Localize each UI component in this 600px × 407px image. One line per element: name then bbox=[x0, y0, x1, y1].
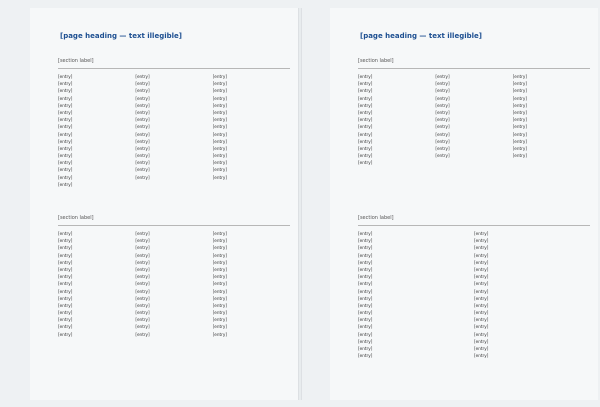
list-item: [entry] bbox=[474, 281, 489, 287]
list-item: [entry] bbox=[358, 102, 373, 108]
list-item: [entry] bbox=[512, 81, 527, 87]
section-divider bbox=[58, 225, 290, 226]
list-item: [entry] bbox=[358, 338, 373, 344]
list-item: [entry] bbox=[435, 138, 450, 144]
section bbox=[58, 215, 290, 338]
list-item: [entry] bbox=[358, 346, 373, 351]
list-item: [entry] bbox=[135, 281, 150, 287]
list-item: [entry] bbox=[58, 145, 73, 151]
list-item: [entry] bbox=[358, 231, 373, 236]
list-item: [entry] bbox=[135, 167, 150, 173]
list-item: [entry] bbox=[358, 295, 373, 301]
list-item: [entry] bbox=[474, 252, 489, 258]
list-item: [entry] bbox=[358, 160, 373, 166]
list-item: [entry] bbox=[58, 317, 73, 323]
list-item: [entry] bbox=[358, 353, 373, 359]
list-item: [entry] bbox=[135, 245, 150, 251]
list-item: [entry] bbox=[212, 274, 227, 280]
list-item: [entry] bbox=[135, 109, 150, 115]
list-item: [entry] bbox=[512, 88, 527, 94]
list-item: [entry] bbox=[212, 74, 227, 79]
list-item: [entry] bbox=[135, 160, 150, 166]
list-item: [entry] bbox=[474, 259, 489, 265]
list-item: [entry] bbox=[135, 259, 150, 265]
list-item: [entry] bbox=[135, 102, 150, 108]
list-item: [entry] bbox=[212, 145, 227, 151]
list-item: [entry] bbox=[58, 259, 73, 265]
list-item: [entry] bbox=[512, 74, 527, 79]
list-item: [entry] bbox=[58, 274, 73, 280]
list-item: [entry] bbox=[358, 274, 373, 280]
list-item: [entry] bbox=[474, 346, 489, 351]
list-item: [entry] bbox=[358, 281, 373, 287]
list-item: [entry] bbox=[358, 81, 373, 87]
list-item: [entry] bbox=[212, 281, 227, 287]
list-column bbox=[135, 73, 212, 188]
list-column bbox=[135, 230, 212, 338]
list-item: [entry] bbox=[358, 131, 373, 137]
list-item: [entry] bbox=[212, 160, 227, 166]
list-item: [entry] bbox=[512, 95, 527, 101]
list-item: [entry] bbox=[212, 245, 227, 251]
list-item: [entry] bbox=[58, 81, 73, 87]
list-item: [entry] bbox=[474, 310, 489, 316]
section-divider bbox=[58, 68, 290, 69]
list-column bbox=[474, 230, 590, 359]
list-item: [entry] bbox=[58, 174, 73, 180]
list-item: [entry] bbox=[474, 245, 489, 251]
section-label: [section label] bbox=[358, 215, 394, 221]
section bbox=[58, 58, 290, 188]
page-gutter bbox=[298, 8, 302, 400]
list-item: [entry] bbox=[58, 302, 73, 308]
list-item: [entry] bbox=[358, 288, 373, 294]
list-item: [entry] bbox=[435, 124, 450, 130]
list-item: [entry] bbox=[58, 138, 73, 144]
list-item: [entry] bbox=[358, 310, 373, 316]
list-item: [entry] bbox=[58, 74, 73, 79]
list-item: [entry] bbox=[212, 174, 227, 180]
list-item: [entry] bbox=[135, 117, 150, 123]
list-item: [entry] bbox=[135, 274, 150, 280]
list-item: [entry] bbox=[135, 266, 150, 272]
list-item: [entry] bbox=[135, 238, 150, 244]
list-item: [entry] bbox=[212, 81, 227, 87]
list-item: [entry] bbox=[358, 153, 373, 159]
list-item: [entry] bbox=[58, 160, 73, 166]
list-item: [entry] bbox=[135, 302, 150, 308]
list-columns bbox=[358, 73, 590, 166]
list-item: [entry] bbox=[474, 231, 489, 236]
list-item: [entry] bbox=[512, 109, 527, 115]
list-item: [entry] bbox=[58, 109, 73, 115]
list-columns bbox=[358, 230, 590, 359]
list-item: [entry] bbox=[435, 81, 450, 87]
list-item: [entry] bbox=[212, 153, 227, 159]
list-item: [entry] bbox=[135, 95, 150, 101]
list-item: [entry] bbox=[512, 145, 527, 151]
section-label: [section label] bbox=[58, 58, 94, 64]
list-item: [entry] bbox=[135, 124, 150, 130]
list-item: [entry] bbox=[358, 95, 373, 101]
list-item: [entry] bbox=[58, 266, 73, 272]
list-column bbox=[435, 73, 512, 166]
list-item: [entry] bbox=[358, 109, 373, 115]
list-item: [entry] bbox=[358, 117, 373, 123]
list-item: [entry] bbox=[512, 153, 527, 159]
list-item: [entry] bbox=[58, 131, 73, 137]
list-item: [entry] bbox=[58, 88, 73, 94]
list-item: [entry] bbox=[212, 266, 227, 272]
left-page bbox=[30, 8, 298, 400]
list-item: [entry] bbox=[135, 310, 150, 316]
list-item: [entry] bbox=[435, 74, 450, 79]
list-columns bbox=[58, 230, 290, 338]
list-item: [entry] bbox=[212, 259, 227, 265]
list-item: [entry] bbox=[212, 238, 227, 244]
list-item: [entry] bbox=[135, 252, 150, 258]
list-item: [entry] bbox=[358, 324, 373, 330]
list-item: [entry] bbox=[212, 317, 227, 323]
list-item: [entry] bbox=[135, 231, 150, 236]
list-item: [entry] bbox=[58, 324, 73, 330]
page-title: [page heading — text illegible] bbox=[60, 32, 182, 40]
list-item: [entry] bbox=[135, 317, 150, 323]
list-item: [entry] bbox=[474, 331, 489, 337]
list-item: [entry] bbox=[212, 288, 227, 294]
list-item: [entry] bbox=[435, 153, 450, 159]
list-item: [entry] bbox=[135, 295, 150, 301]
list-item: [entry] bbox=[212, 295, 227, 301]
list-item: [entry] bbox=[135, 74, 150, 79]
section-divider bbox=[358, 225, 590, 226]
list-item: [entry] bbox=[212, 109, 227, 115]
section-label: [section label] bbox=[58, 215, 94, 221]
list-item: [entry] bbox=[358, 302, 373, 308]
list-item: [entry] bbox=[212, 131, 227, 137]
page-title: [page heading — text illegible] bbox=[360, 32, 482, 40]
list-item: [entry] bbox=[474, 324, 489, 330]
list-column bbox=[213, 230, 290, 338]
list-column bbox=[58, 230, 135, 338]
list-item: [entry] bbox=[212, 231, 227, 236]
list-item: [entry] bbox=[58, 231, 73, 236]
list-item: [entry] bbox=[358, 252, 373, 258]
list-item: [entry] bbox=[212, 88, 227, 94]
list-item: [entry] bbox=[435, 145, 450, 151]
list-item: [entry] bbox=[58, 238, 73, 244]
list-item: [entry] bbox=[435, 109, 450, 115]
list-item: [entry] bbox=[358, 138, 373, 144]
list-item: [entry] bbox=[212, 310, 227, 316]
list-item: [entry] bbox=[474, 338, 489, 344]
list-item: [entry] bbox=[474, 353, 489, 359]
list-item: [entry] bbox=[212, 324, 227, 330]
list-item: [entry] bbox=[58, 95, 73, 101]
list-item: [entry] bbox=[512, 117, 527, 123]
section-divider bbox=[358, 68, 590, 69]
list-item: [entry] bbox=[58, 245, 73, 251]
list-item: [entry] bbox=[212, 117, 227, 123]
list-item: [entry] bbox=[474, 274, 489, 280]
list-item: [entry] bbox=[212, 95, 227, 101]
list-item: [entry] bbox=[58, 167, 73, 173]
list-item: [entry] bbox=[474, 317, 489, 323]
list-item: [entry] bbox=[358, 238, 373, 244]
list-item: [entry] bbox=[58, 181, 73, 187]
right-page bbox=[330, 8, 598, 400]
list-item: [entry] bbox=[58, 117, 73, 123]
list-item: [entry] bbox=[135, 174, 150, 180]
section-label: [section label] bbox=[358, 58, 394, 64]
list-item: [entry] bbox=[135, 145, 150, 151]
list-item: [entry] bbox=[135, 88, 150, 94]
list-item: [entry] bbox=[358, 317, 373, 323]
list-item: [entry] bbox=[135, 81, 150, 87]
list-item: [entry] bbox=[474, 288, 489, 294]
list-item: [entry] bbox=[358, 259, 373, 265]
list-item: [entry] bbox=[474, 238, 489, 244]
list-item: [entry] bbox=[135, 153, 150, 159]
list-item: [entry] bbox=[358, 88, 373, 94]
list-item: [entry] bbox=[212, 102, 227, 108]
list-item: [entry] bbox=[358, 124, 373, 130]
list-item: [entry] bbox=[358, 145, 373, 151]
list-item: [entry] bbox=[435, 88, 450, 94]
list-column bbox=[58, 73, 135, 188]
list-item: [entry] bbox=[474, 302, 489, 308]
list-item: [entry] bbox=[212, 167, 227, 173]
list-item: [entry] bbox=[58, 102, 73, 108]
list-item: [entry] bbox=[435, 131, 450, 137]
list-item: [entry] bbox=[58, 310, 73, 316]
list-item: [entry] bbox=[58, 281, 73, 287]
list-item: [entry] bbox=[512, 102, 527, 108]
list-column bbox=[213, 73, 290, 188]
list-item: [entry] bbox=[58, 331, 73, 337]
list-column bbox=[513, 73, 590, 166]
list-item: [entry] bbox=[512, 124, 527, 130]
list-column bbox=[358, 230, 474, 359]
section bbox=[358, 215, 590, 359]
list-item: [entry] bbox=[435, 117, 450, 123]
list-item: [entry] bbox=[58, 124, 73, 130]
list-item: [entry] bbox=[512, 131, 527, 137]
list-item: [entry] bbox=[435, 95, 450, 101]
list-item: [entry] bbox=[212, 331, 227, 337]
list-item: [entry] bbox=[358, 74, 373, 79]
list-item: [entry] bbox=[58, 252, 73, 258]
section bbox=[358, 58, 590, 166]
list-item: [entry] bbox=[58, 288, 73, 294]
list-item: [entry] bbox=[58, 295, 73, 301]
list-item: [entry] bbox=[212, 138, 227, 144]
list-column bbox=[358, 73, 435, 166]
list-item: [entry] bbox=[435, 102, 450, 108]
list-item: [entry] bbox=[135, 138, 150, 144]
list-item: [entry] bbox=[358, 245, 373, 251]
list-item: [entry] bbox=[358, 266, 373, 272]
list-columns bbox=[58, 73, 290, 188]
list-item: [entry] bbox=[512, 138, 527, 144]
list-item: [entry] bbox=[135, 324, 150, 330]
list-item: [entry] bbox=[135, 131, 150, 137]
list-item: [entry] bbox=[212, 302, 227, 308]
list-item: [entry] bbox=[212, 252, 227, 258]
list-item: [entry] bbox=[135, 288, 150, 294]
list-item: [entry] bbox=[58, 153, 73, 159]
list-item: [entry] bbox=[212, 124, 227, 130]
list-item: [entry] bbox=[135, 331, 150, 337]
list-item: [entry] bbox=[358, 331, 373, 337]
list-item: [entry] bbox=[474, 266, 489, 272]
list-item: [entry] bbox=[474, 295, 489, 301]
